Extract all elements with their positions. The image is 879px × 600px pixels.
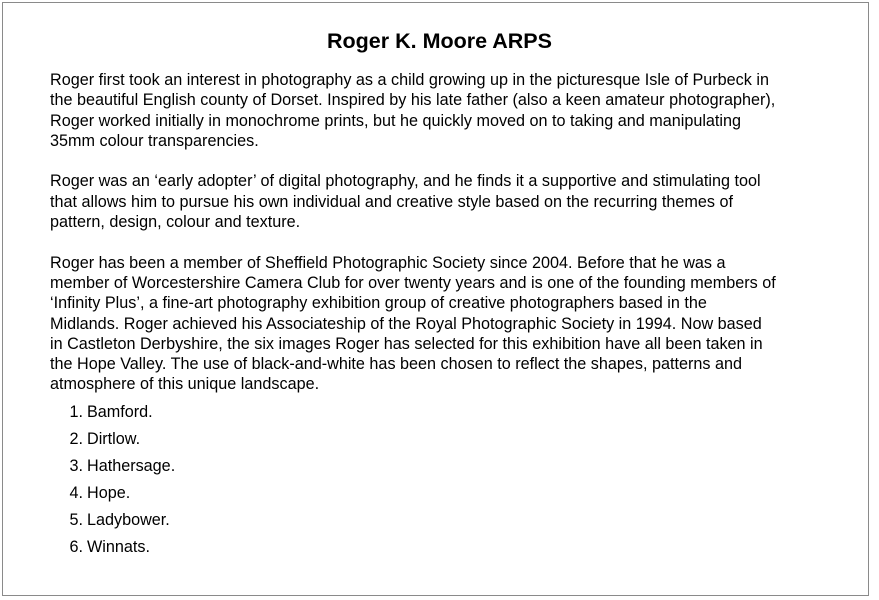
text-line: the Hope Valley. The use of black-and-white has been chosen to reflect the shapes, patterns and [50, 355, 742, 374]
list-number: 2. [69, 429, 83, 448]
text-line: Midlands. Roger achieved his Associateship of the Royal Photographic Society in 1994. Now based [50, 314, 762, 333]
paragraph-membership [50, 253, 858, 395]
paragraph-digital-photography [50, 171, 858, 232]
text-line: the beautiful English county of Dorset. Inspired by his late father (also a keen amateur photographer), [50, 91, 776, 110]
list-item [50, 403, 858, 430]
list-item-label: Winnats. [87, 537, 150, 556]
list-number: 1. [69, 402, 83, 421]
list-item [50, 457, 858, 484]
list-item [50, 538, 858, 565]
text-line: Roger first took an interest in photography as a child growing up in the picturesque Isle of Purbeck in [50, 71, 769, 89]
text-line: pattern, design, colour and texture. [50, 213, 301, 232]
text-line: atmosphere of this unique landscape. [50, 375, 320, 394]
paragraph-early-interest [50, 70, 858, 151]
list-number: 4. [69, 483, 83, 502]
text-line: that allows him to pursue his own individual and creative style based on the recurring themes of [50, 192, 733, 211]
list-item-label: Hathersage. [87, 456, 176, 475]
text-line: member of Worcestershire Camera Club for over twenty years and is one of the founding members of [50, 273, 776, 292]
list-item-label: Ladybower. [87, 510, 170, 529]
text-line: in Castleton Derbyshire, the six images Roger has selected for this exhibition have all been taken in [50, 334, 763, 353]
list-item-label: Bamford. [87, 402, 153, 421]
list-number: 6. [69, 537, 83, 556]
list-number: 5. [69, 510, 83, 529]
biography-text [50, 70, 858, 565]
text-line: Roger was an ‘early adopter’ of digital photography, and he finds it a supportive and stimulating tool [50, 172, 761, 191]
list-item [50, 511, 858, 538]
text-line: 35mm colour transparencies. [50, 131, 259, 150]
text-line: Roger worked initially in monochrome prints, but he quickly moved on to taking and manipulating [50, 111, 742, 130]
text-line: ‘Infinity Plus’, a fine-art photography exhibition group of creative photographers based in the [50, 294, 707, 313]
list-item [50, 430, 858, 457]
image-list [50, 403, 858, 565]
list-item-label: Dirtlow. [87, 429, 141, 448]
page-title: Roger K. Moore ARPS [327, 29, 552, 53]
list-number: 3. [69, 456, 83, 475]
list-item-label: Hope. [87, 483, 131, 502]
text-line: Roger has been a member of Sheffield Photographic Society since 2004. Before that he was a [50, 253, 726, 272]
list-item [50, 484, 858, 511]
